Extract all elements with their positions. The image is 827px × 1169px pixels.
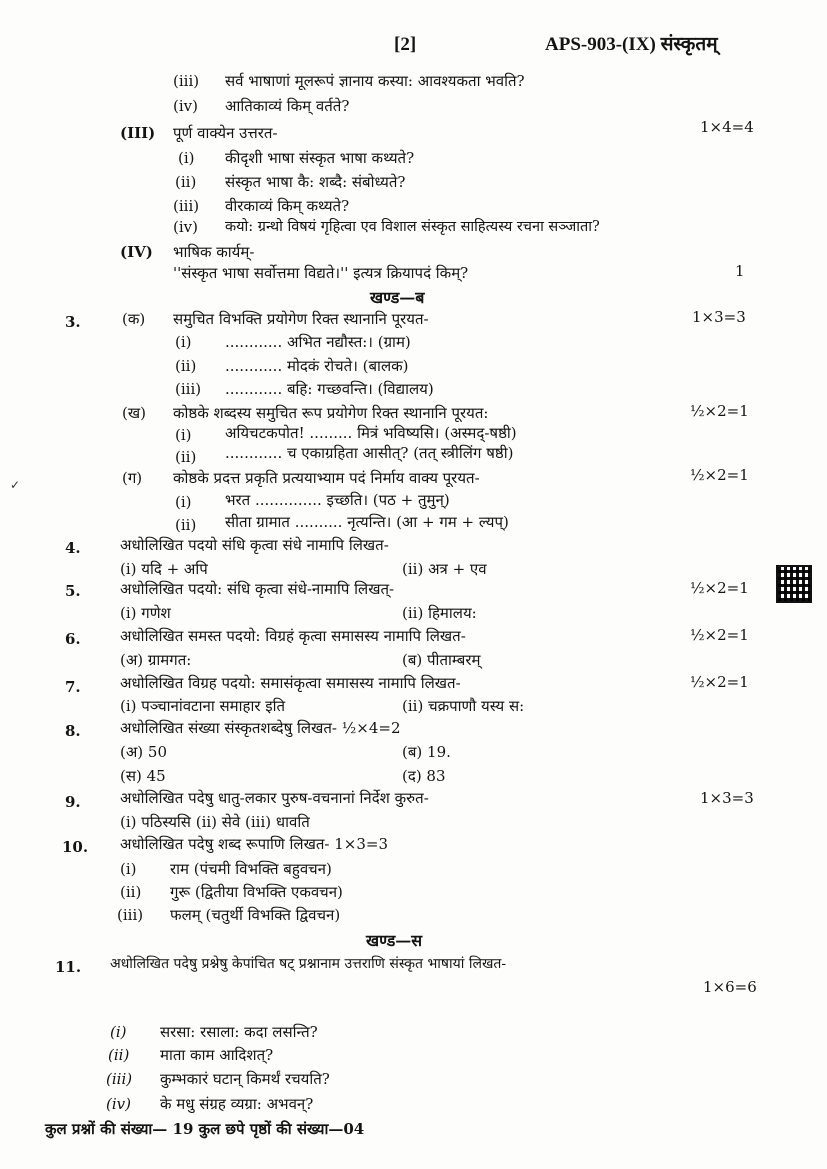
question-text: फलम् (चतुर्थी विभक्ति द्विवचन) [170,906,341,924]
subpart-label: (ख) [122,404,146,422]
subpart-label: (क) [122,310,146,328]
item-num: (i) [120,860,137,878]
question-num: 7. [65,678,81,696]
marks: ½×2=1 [690,673,749,691]
question-num: 9. [65,793,81,811]
question-text: अधोलिखित पदयो: संधि कृत्वा संधे-नामापि लिखत्- [120,580,395,598]
option-d: (द) 83 [402,767,446,785]
section-heading: खण्ड—स [366,931,423,950]
item-num: (iv) [173,97,198,115]
item-num: (i) [175,333,192,351]
option-b: (ii) अत्र + एव [402,560,487,578]
option-a: (i) पञ्चानांवटाना समाहार इति [120,697,286,715]
question-text: भरत .............. इच्छति। (पठ + तुमुन्) [225,491,450,509]
question-text: अधोलिखित पदेषु प्रश्नेषु केपांचित षट् प्रश्नानाम उत्तराणि संस्कृत भाषायां लिखत- [110,956,507,972]
subpart-num: (IV) [120,243,153,261]
item-num: (iii) [173,197,200,215]
item-num: (iv) [173,218,198,236]
option-a: (अ) 50 [120,743,168,761]
option-b: (ब) पीताम्बरम् [402,651,481,669]
marks: 1 [735,262,745,280]
item-num: (i) [178,149,195,167]
question-text: अयिचटकपोत! ......... मित्रं भविष्यसि। (अस्मद्-षष्ठी) [225,424,517,442]
subpart-label: (ग) [122,469,143,487]
question-text: अधोलिखित पदेषु धातु-लकार पुरुष-वचनानां निर्देश कुरुत- [120,789,429,807]
option-b: (ii) हिमालय: [402,604,477,622]
option-b: (ii) चक्रपाणौ यस्य स: [402,697,525,715]
option-list: (i) पठिस्यसि (ii) सेवे (iii) धावति [120,813,310,831]
question-num: 5. [65,582,81,600]
marks: ½×2=1 [690,402,749,420]
question-text: के मधु संग्रह व्यग्रा: अभवन्? [160,1095,314,1113]
question-text: कयो: ग्रन्थो विषयं गृहित्वा एव विशाल संस्कृत साहित्यस्य रचना सञ्जाता? [225,219,600,235]
question-text: अधोलिखित विग्रह पदयो: समासंकृत्वा समासस्य नामापि लिखत- [120,674,461,692]
option-a: (i) यदि + अपि [120,560,208,578]
subpart-title: कोष्ठके शब्दस्य समुचित रूप प्रयोगेण रिक्त स्थानानि पूरयत: [173,404,489,422]
qr-code [776,565,812,603]
marks: ½×2=1 [690,626,749,644]
question-text: कुम्भकारं घटान् किमर्थं रचयति? [160,1070,330,1088]
question-text: गुरू (द्वितीया विभक्ति एकवचन) [170,883,343,901]
option-c: (स) 45 [120,767,166,785]
question-text: ''संस्कृत भाषा सर्वोत्तमा विद्यते।'' इत्यत्र क्रियापदं किम्? [173,264,469,282]
section-heading: खण्ड—ब [370,288,425,307]
item-num: (iii) [175,380,202,398]
page-number: [2] [394,34,417,55]
question-num: 10. [62,838,89,856]
question-num: 4. [65,539,81,557]
question-text: सरसा: रसाला: कदा लसन्ति? [160,1023,318,1041]
question-num: 8. [65,722,81,740]
option-b: (ब) 19. [402,743,451,761]
question-text: ............ बहि: गच्छवन्ति। (विद्यालय) [225,380,434,398]
question-text: कीदृशी भाषा संस्कृत भाषा कथ्यते? [225,149,415,167]
question-text: अधोलिखित पदयो संधि कृत्वा संधे नामापि लिखत- [120,536,389,554]
question-text: ............ मोदकं रोचते। (बालक) [225,357,409,375]
question-text: ............ च एकाग्रहिता आसीत्? (तत् स्त्रीलिंग षष्ठी) [225,444,514,462]
question-text: माता काम आदिशत्? [160,1046,274,1064]
question-text: संस्कृत भाषा कै: शब्दै: संबोध्यते? [225,173,406,191]
scan-mark: ✓ [10,478,21,492]
item-num: (iv) [106,1095,131,1113]
marks: 1×3=3 [700,789,754,807]
marks: ½×2=1 [690,579,749,597]
item-num: (ii) [175,448,197,466]
item-num: (i) [175,493,192,511]
item-num: (ii) [108,1046,130,1064]
item-num: (ii) [120,883,142,901]
marks: 1×6=6 [703,978,757,996]
subpart-title: भाषिक कार्यम्- [173,243,255,261]
option-a: (i) गणेश [120,604,171,622]
item-num: (iii) [117,906,144,924]
question-num: 6. [65,630,81,648]
question-text: अधोलिखित पदेषु शब्द रूपाणि लिखत- 1×3=3 [120,835,388,853]
question-text: अधोलिखित समस्त पदयो: विग्रहं कृत्वा समासस्य नामापि लिखत- [120,627,466,645]
question-text: आतिकाव्यं किम् वर्तते? [225,97,350,115]
marks: ½×2=1 [690,466,749,484]
subpart-title: समुचित विभक्ति प्रयोगेण रिक्त स्थानानि पूरयत- [173,310,429,328]
option-a: (अ) ग्रामगत: [120,651,192,669]
item-num: (i) [110,1023,127,1041]
question-text: सर्व भाषाणां मूलरूपं ज्ञानाय कस्या: आवश्यकता भवति? [225,72,525,90]
footer-note: कुल प्रश्नों की संख्या— 19 कुल छपे पृष्ठों की संख्या—04 [45,1120,365,1138]
question-text: राम (पंचमी विभक्ति बहुवचन) [170,860,332,878]
item-num: (i) [175,426,192,444]
item-num: (iii) [106,1070,133,1088]
marks: 1×3=3 [692,308,746,326]
subpart-title: पूर्ण वाक्येन उत्तरत- [173,124,278,142]
item-num: (ii) [175,357,197,375]
question-text: ............ अभित नद्यौस्त:। (ग्राम) [225,333,411,351]
item-num: (ii) [175,173,197,191]
question-text: अधोलिखित संख्या संस्कृतशब्देषु लिखत- ½×4=2 [120,719,401,737]
paper-code: APS-903-(IX) संस्कृतम् [545,34,718,55]
question-text: वीरकाव्यं किम् कथ्यते? [225,197,350,215]
item-num: (iii) [173,72,200,90]
question-text: सीता ग्रामात .......... नृत्यन्ति। (आ + गम + ल्यप्) [225,513,509,531]
subpart-num: (III) [120,124,156,142]
item-num: (ii) [175,516,197,534]
subpart-title: कोष्ठके प्रदत्त प्रकृति प्रत्ययाभ्याम पदं निर्माय वाक्य पूरयत- [173,469,480,487]
marks: 1×4=4 [700,118,754,136]
question-num: 3. [65,313,81,331]
question-num: 11. [55,958,82,976]
